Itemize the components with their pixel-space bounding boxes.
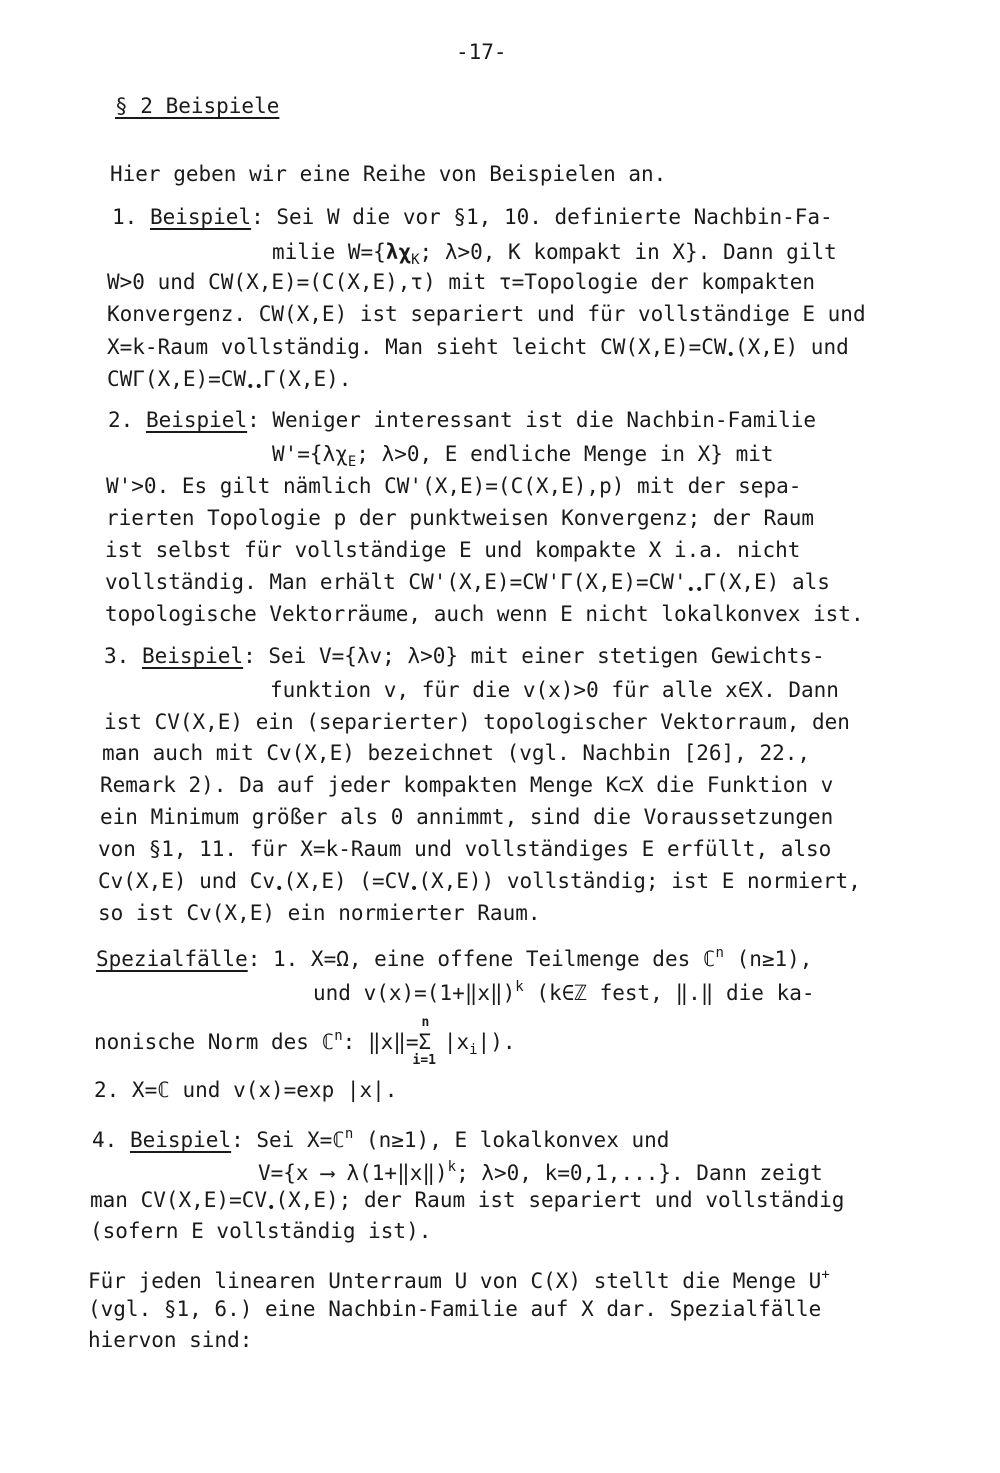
example-2-line-4: rierten Topologie p der punktweisen Konvergenz; der Raum bbox=[106, 506, 815, 530]
example-2-line-7: topologische Vektorräume, auch wenn E nicht lokalkonvex ist. bbox=[105, 602, 864, 626]
example-2-line-2: $W'=\{\lambda\chi_E$; λ>0, E endliche Menge in X} mit bbox=[272, 442, 774, 470]
example-1-number: 1. bbox=[112, 205, 138, 229]
example-4-line-3: man $CV(X,E)=CV_•(X,E)$; der Raum ist separiert und vollständig bbox=[90, 1188, 845, 1216]
example-1-line-1: 1. Beispiel: Sei W die vor §1, 10. definierte Nachbin-Fa- bbox=[112, 205, 833, 229]
example-1-line-5: X=k-Raum vollständig. Man sieht leicht $CW(X,E)=CW_•(X,E)$ und bbox=[107, 335, 849, 363]
example-1-label: Beispiel bbox=[149, 205, 252, 229]
example-3-line-8: Cv(X,E) und $Cv_•(X,E)$ $(=CV_•(X,E))$ vollständig; ist E normiert, bbox=[98, 869, 861, 897]
sum-sign: Σ bbox=[418, 1030, 432, 1054]
example-1-line-4: Konvergenz. CW(X,E) ist separiert und für vollständige E und bbox=[107, 302, 866, 326]
example-4-line-1: 4. Beispiel: Sei X=ℂ$^n$ (n≥1), E lokalkonvex und bbox=[92, 1126, 670, 1152]
example-1-line-2: milie $W=\{\lambda\chi_K$; λ>0, K kompakt in X}. Dann gilt bbox=[272, 240, 837, 268]
example-3-line-1: 3. Beispiel: Sei V={λv; λ>0} mit einer stetigen Gewichts- bbox=[104, 644, 825, 668]
example-4-line-2: V={x ⟶ λ(1+‖x‖)$^k$; λ>0, k=0,1,...}. Dann zeigt bbox=[258, 1159, 823, 1185]
example-3-line-4: man auch mit Cv(X,E) bezeichnet (vgl. Nachbin [26], 22., bbox=[102, 741, 811, 765]
closing-line-1: Für jeden linearen Unterraum U von C(X) stellt die Menge U+ bbox=[88, 1267, 830, 1293]
example-3-line-7: von §1, 11. für X=k-Raum und vollständiges E erfüllt, also bbox=[98, 837, 832, 861]
special-cases-line-3: nonische Norm des ℂ$^n$: ‖x‖=Σ n i=1 $|x_i|$). bbox=[94, 1015, 516, 1068]
example-2-line-3: W'>0. Es gilt nämlich CW'(X,E)=(C(X,E),p) mit der sepa- bbox=[106, 474, 802, 498]
page-number: -17- bbox=[456, 40, 507, 64]
closing-line-3: hiervon sind: bbox=[88, 1328, 253, 1352]
intro-text: Hier geben wir eine Reihe von Beispielen an. bbox=[110, 162, 667, 186]
example-3-line-2: funktion v, für die v(x)>0 für alle x∈X. Dann bbox=[270, 678, 839, 702]
special-cases-line-2: und v(x)=(1+‖x‖)$^k$ (k∈ℤ fest, ‖.‖ die ka- bbox=[313, 979, 815, 1005]
closing-line-2: (vgl. §1, 6.) eine Nachbin-Familie auf X dar. Spezialfälle bbox=[88, 1297, 822, 1321]
example-3-line-6: ein Minimum größer als 0 annimmt, sind die Voraussetzungen bbox=[100, 805, 834, 829]
example-2-line-1: 2. Beispiel: Weniger interessant ist die Nachbin-Familie bbox=[108, 408, 817, 432]
special-cases-line-4: 2. X=ℂ und v(x)=exp |x|. bbox=[94, 1078, 398, 1102]
section-title: § 2 Beispiele bbox=[115, 94, 280, 118]
example-2-line-5: ist selbst für vollständige E und kompakte X i.a. nicht bbox=[105, 538, 801, 562]
special-cases-line-1: Spezialfälle: 1. X=Ω, eine offene Teilmenge des ℂ$^n$ (n≥1), bbox=[96, 945, 813, 971]
example-3-line-5: Remark 2). Da auf jeder kompakten Menge K⊂X die Funktion v bbox=[100, 773, 834, 797]
example-3-line-9: so ist Cv(X,E) ein normierter Raum. bbox=[98, 901, 541, 925]
example-3-line-3: ist CV(X,E) ein (separierter) topologischer Vektorraum, den bbox=[104, 710, 850, 734]
example-1-line-3: W>0 und CW(X,E)=(C(X,E),τ) mit τ=Topologie der kompakten bbox=[107, 270, 816, 294]
example-2-line-6: vollständig. Man erhält $CW'(X,E)=CW'\Gamma(X,E)=CW'_{••}\Gamma(X,E)$ als bbox=[105, 570, 830, 598]
example-4-line-4: (sofern E vollständig ist). bbox=[90, 1219, 432, 1243]
example-1-line-6: $CW\Gamma(X,E)=CW_{••}\Gamma(X,E)$. bbox=[107, 367, 352, 395]
